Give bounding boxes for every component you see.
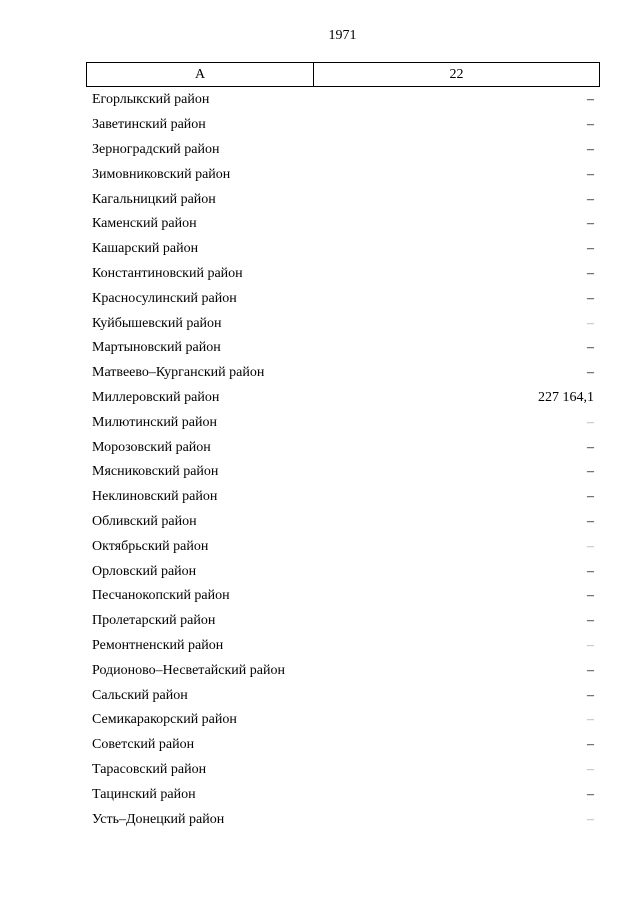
table-row — [86, 88, 600, 113]
table-row — [86, 262, 600, 287]
district-name: Куйбышевский район — [92, 315, 222, 331]
table-row — [86, 286, 600, 311]
district-name: Сальский район — [92, 687, 188, 703]
table-row — [86, 634, 600, 659]
district-name: Усть–Донецкий район — [92, 811, 225, 827]
district-value: – — [587, 489, 594, 505]
district-value: – — [587, 216, 594, 232]
district-value: – — [587, 811, 594, 827]
table-row — [86, 113, 600, 138]
district-name: Зимовниковский район — [92, 166, 231, 182]
table-row — [86, 758, 600, 783]
table-row — [86, 410, 600, 435]
district-name: Ремонтненский район — [92, 637, 224, 653]
table-row — [86, 534, 600, 559]
district-name: Егорлыкский район — [92, 92, 210, 108]
district-value: – — [587, 662, 594, 678]
district-value: – — [587, 290, 594, 306]
district-name: Константиновский район — [92, 265, 243, 281]
district-value: – — [587, 439, 594, 455]
district-name: Тарасовский район — [92, 761, 207, 777]
district-value: – — [587, 538, 594, 554]
district-value: – — [587, 712, 594, 728]
district-value: – — [587, 588, 594, 604]
district-name: Матвеево–Курганский район — [92, 365, 265, 381]
district-name: Советский район — [92, 737, 195, 753]
table-row — [86, 683, 600, 708]
district-name: Орловский район — [92, 563, 197, 579]
table-row — [86, 336, 600, 361]
district-name: Неклиновский район — [92, 489, 218, 505]
district-value: – — [587, 166, 594, 182]
table-row — [86, 733, 600, 758]
district-name: Зерноградский район — [92, 141, 220, 157]
district-value: – — [587, 786, 594, 802]
table-body — [86, 88, 600, 832]
district-name: Каменский район — [92, 216, 197, 232]
district-name: Мартыновский район — [92, 340, 221, 356]
district-name: Мясниковский район — [92, 464, 219, 480]
district-name: Заветинский район — [92, 117, 206, 133]
district-value: – — [587, 613, 594, 629]
district-name: Красносулинский район — [92, 290, 237, 306]
table-row — [86, 386, 600, 411]
district-name: Тацинский район — [92, 786, 196, 802]
district-value: – — [587, 141, 594, 157]
district-value: – — [587, 191, 594, 207]
table-header — [86, 62, 600, 87]
table-row — [86, 485, 600, 510]
table-row — [86, 708, 600, 733]
district-value: – — [587, 265, 594, 281]
district-value: – — [587, 761, 594, 777]
district-value: – — [587, 340, 594, 356]
district-name: Кагальницкий район — [92, 191, 216, 207]
table-row — [86, 510, 600, 535]
district-value: – — [587, 414, 594, 430]
table-row — [86, 162, 600, 187]
district-name: Кашарский район — [92, 241, 199, 257]
table-row — [86, 807, 600, 832]
table-row — [86, 658, 600, 683]
table-row — [86, 559, 600, 584]
table-row — [86, 460, 600, 485]
district-name: Родионово–Несветайский район — [92, 662, 285, 678]
district-value: 227 164,1 — [538, 389, 594, 405]
district-value: – — [587, 637, 594, 653]
district-value: – — [587, 117, 594, 133]
district-name: Семикаракорский район — [92, 712, 237, 728]
table-row — [86, 212, 600, 237]
district-value: – — [587, 687, 594, 703]
district-value: – — [587, 563, 594, 579]
district-name: Обливский район — [92, 513, 197, 529]
header-column-a: А — [87, 63, 314, 86]
table-row — [86, 782, 600, 807]
table-row — [86, 361, 600, 386]
district-value: – — [587, 315, 594, 331]
district-name: Пролетарский район — [92, 613, 216, 629]
table-row — [86, 237, 600, 262]
table-row — [86, 584, 600, 609]
table-row — [86, 311, 600, 336]
table-row — [86, 138, 600, 163]
district-name: Миллеровский район — [92, 389, 220, 405]
table-row — [86, 435, 600, 460]
header-column-22: 22 — [449, 66, 464, 82]
district-name: Песчанокопский район — [92, 588, 230, 604]
table-row — [86, 187, 600, 212]
district-value: – — [587, 464, 594, 480]
district-value: – — [587, 365, 594, 381]
district-value: – — [587, 737, 594, 753]
table-row — [86, 609, 600, 634]
district-value: – — [587, 513, 594, 529]
district-value: – — [587, 241, 594, 257]
page-number: 1971 — [328, 28, 357, 43]
district-name: Морозовский район — [92, 439, 211, 455]
district-name: Октябрьский район — [92, 538, 209, 554]
district-name: Милютинский район — [92, 414, 218, 430]
district-value: – — [587, 92, 594, 108]
